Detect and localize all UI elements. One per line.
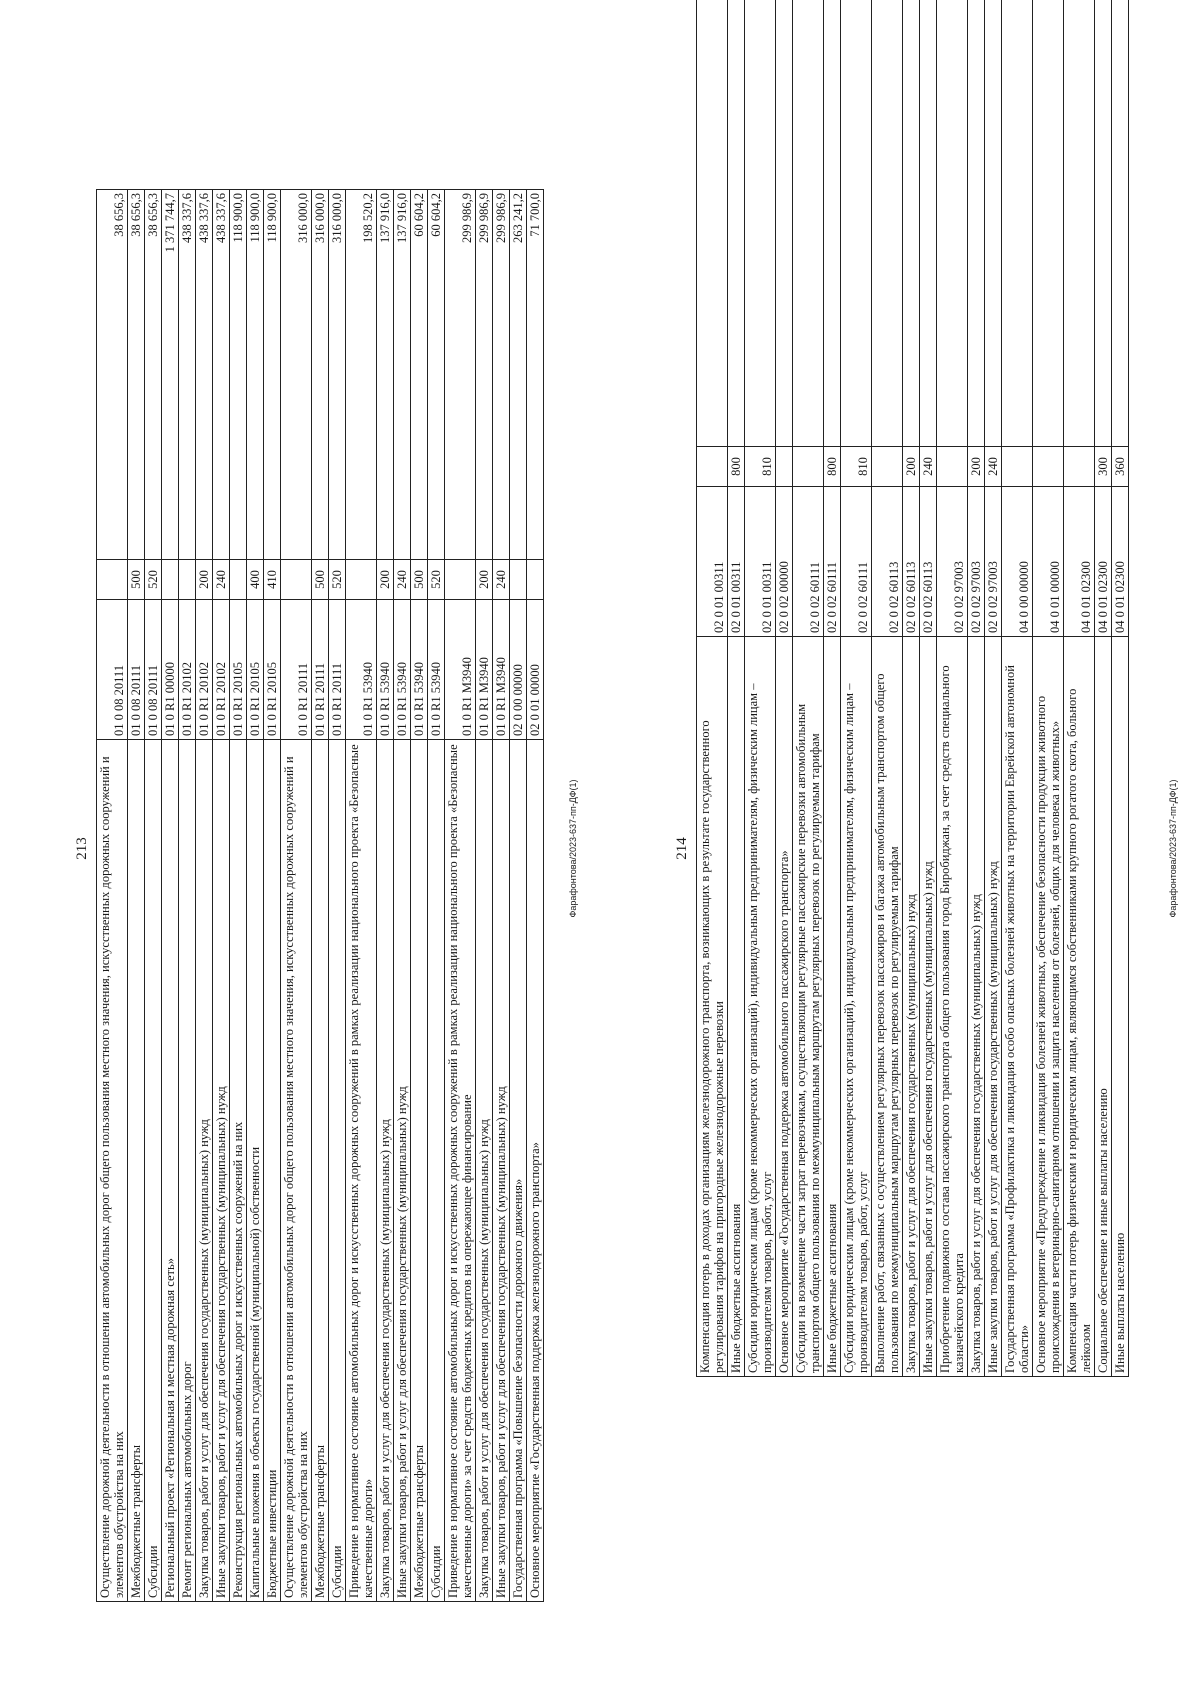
row-amount: 38 656,3 [97,190,128,560]
row-code: 02 0 01 00311 [728,487,745,637]
row-amount [728,0,745,447]
row-name: Закупка товаров, работ и услуг для обеспечения государственных (муниципальных) нужд [377,740,394,1602]
row-name: Межбюджетные трансферты [312,740,329,1602]
row-code: 01 0 R1 М3940 [445,600,476,740]
row-expense-type [776,447,793,487]
row-code: 02 0 02 97003 [968,487,985,637]
row-amount [872,0,903,447]
row-name: Приведение в нормативное состояние автомобильных дорог и искусственных дорожных сооружений в рамках реализации национального проекта «Безопасные качественные дороги» [346,740,377,1602]
row-name: Субсидии юридическим лицам (кроме некоммерческих организаций), индивидуальным предпринимателям, физическим лицам – производителям товаров, работ, услуг [745,637,776,1377]
row-name: Иные закупки товаров, работ и услуг для обеспечения государственных (муниципальных) нужд [394,740,411,1602]
row-name: Субсидии юридическим лицам (кроме некоммерческих организаций), индивидуальным предпринимателям, физическим лицам – производителям товаров, работ, услуг [841,637,872,1377]
table-row [903,0,920,1377]
table-row [346,190,377,1602]
row-amount [793,0,824,447]
row-expense-type [527,560,544,600]
row-code: 01 0 R1 20102 [179,600,196,740]
table-row [1064,0,1095,1377]
row-expense-type [937,447,968,487]
row-expense-type [346,560,377,600]
row-expense-type [1002,447,1033,487]
table-row [264,190,281,1602]
row-expense-type [97,560,128,600]
row-code: 04 0 01 00000 [1033,487,1064,637]
row-code: 01 0 08 20111 [145,600,162,740]
row-amount: 316 000,0 [312,190,329,560]
row-code: 02 0 01 00311 [697,487,728,637]
row-code: 02 0 02 60111 [824,487,841,637]
footer-code: Фарафонтова/2023-637-пп-ДФ(1) [568,779,578,918]
row-name: Компенсация части потерь физическим и юридическим лицам, являющимся собственниками крупного рогатого скота, больного лейкозом [1064,637,1095,1377]
table-row [493,190,510,1602]
row-expense-type: 500 [128,560,145,600]
row-code: 01 0 08 20111 [128,600,145,740]
row-name: Иные закупки товаров, работ и услуг для обеспечения государственных (муниципальных) нужд [493,740,510,1602]
table-row [312,190,329,1602]
row-name: Межбюджетные трансферты [128,740,145,1602]
row-name: Государственная программа «Профилактика и ликвидация особо опасных болезней животных на территории Еврейской автономной области» [1002,637,1033,1377]
row-expense-type: 200 [196,560,213,600]
table-row [179,190,196,1602]
row-code: 01 0 R1 20111 [281,600,312,740]
row-name: Субсидии [428,740,445,1602]
row-expense-type: 520 [329,560,346,600]
table-row [1002,0,1033,1377]
row-expense-type: 200 [903,447,920,487]
row-amount [776,0,793,447]
row-expense-type: 200 [476,560,493,600]
table-row [377,190,394,1602]
row-amount: 299 986,9 [476,190,493,560]
row-amount [697,0,728,447]
row-name: Капитальные вложения в объекты государственной (муниципальной) собственности [247,740,264,1602]
row-code: 01 0 R1 20105 [264,600,281,740]
row-code: 01 0 R1 20105 [230,600,247,740]
row-code: 02 0 02 97003 [985,487,1002,637]
table-row [445,190,476,1602]
row-amount: 198 520,2 [346,190,377,560]
row-code: 02 0 01 00311 [745,487,776,637]
row-expense-type: 520 [428,560,445,600]
row-name: Закупка товаров, работ и услуг для обеспечения государственных (муниципальных) нужд [968,637,985,1377]
table-row [527,190,544,1602]
row-amount: 1 371 744,7 [162,190,179,560]
row-name: Региональный проект «Региональная и местная дорожная сеть» [162,740,179,1602]
row-expense-type [281,560,312,600]
table-row [1095,0,1112,1377]
table-row [97,190,128,1602]
row-name: Приобретение подвижного состава пассажирского транспорта общего пользования город Биробиджан, за счет средств специального казначейского кредита [937,637,968,1377]
row-amount: 438 337,6 [213,190,230,560]
row-code: 02 0 02 60113 [903,487,920,637]
row-expense-type: 810 [745,447,776,487]
table-row [793,0,824,1377]
row-code: 01 0 R1 20111 [329,600,346,740]
row-expense-type [179,560,196,600]
row-amount [903,0,920,447]
row-code: 01 0 R1 20102 [196,600,213,740]
table-row [824,0,841,1377]
row-amount: 316 000,0 [329,190,346,560]
table-row [510,190,527,1602]
page-number: 214 [674,837,690,860]
row-name: Государственная программа «Повышение безопасности дорожного движения» [510,740,527,1602]
table-row [145,190,162,1602]
row-code: 04 0 01 02300 [1112,487,1129,637]
row-code: 01 0 R1 53940 [377,600,394,740]
row-amount: 438 337,6 [179,190,196,560]
row-code: 02 0 01 00000 [527,600,544,740]
row-amount: 118 900,0 [230,190,247,560]
row-expense-type: 520 [145,560,162,600]
row-amount: 263 241,2 [510,190,527,560]
row-name: Бюджетные инвестиции [264,740,281,1602]
row-code: 02 0 02 97003 [937,487,968,637]
row-name: Приведение в нормативное состояние автомобильных дорог и искусственных дорожных сооружений в рамках реализации национального проекта «Безопасные качественные дороги» за счет средств бюджетных кредитов на опережающее финансирование [445,740,476,1602]
row-expense-type: 360 [1112,447,1129,487]
row-name: Иные закупки товаров, работ и услуг для обеспечения государственных (муниципальных) нужд [920,637,937,1377]
row-expense-type: 500 [411,560,428,600]
row-code: 01 0 R1 00000 [162,600,179,740]
row-expense-type: 500 [312,560,329,600]
row-code: 01 0 R1 53940 [394,600,411,740]
row-expense-type: 800 [824,447,841,487]
row-name: Закупка товаров, работ и услуг для обеспечения государственных (муниципальных) нужд [196,740,213,1602]
row-amount [745,0,776,447]
row-name: Ремонт региональных автомобильных дорог [179,740,196,1602]
row-amount [824,0,841,447]
table-row [329,190,346,1602]
row-amount: 299 986,9 [445,190,476,560]
row-amount [1112,0,1129,447]
row-code: 02 0 02 60113 [920,487,937,637]
table-row [428,190,445,1602]
row-expense-type [793,447,824,487]
table-row [985,0,1002,1377]
row-expense-type [162,560,179,600]
row-expense-type: 300 [1095,447,1112,487]
row-expense-type: 240 [394,560,411,600]
footer-code: Фарафонтова/2023-637-пп-ДФ(1) [1168,779,1178,918]
row-expense-type: 200 [968,447,985,487]
table-row [937,0,968,1377]
row-expense-type [697,447,728,487]
row-expense-type: 400 [247,560,264,600]
row-name: Иные бюджетные ассигнования [824,637,841,1377]
table-row [128,190,145,1602]
table-row [841,0,872,1377]
table-row [776,0,793,1377]
row-expense-type [1033,447,1064,487]
row-name: Иные закупки товаров, работ и услуг для обеспечения государственных (муниципальных) нужд [985,637,1002,1377]
row-expense-type: 240 [493,560,510,600]
row-code: 01 0 R1 М3940 [493,600,510,740]
table-row [230,190,247,1602]
row-amount: 438 337,6 [196,190,213,560]
row-code: 02 0 02 60111 [841,487,872,637]
row-name: Субсидии [145,740,162,1602]
row-amount [1095,0,1112,447]
row-name: Социальное обеспечение и иные выплаты населению [1095,637,1112,1377]
row-amount: 118 900,0 [264,190,281,560]
row-amount: 118 900,0 [247,190,264,560]
row-amount: 71 700,0 [527,190,544,560]
row-name: Выполнение работ, связанных с осуществлением регулярных перевозок пассажиров и багажа автомобильным транспортом общего пользования по межмуниципальным маршрутам регулярных перевозок по регулируемым тарифам [872,637,903,1377]
row-expense-type: 410 [264,560,281,600]
row-amount: 316 000,0 [281,190,312,560]
row-code: 01 0 R1 53940 [411,600,428,740]
budget-table [696,0,1129,1377]
row-expense-type: 240 [985,447,1002,487]
row-amount: 38 656,3 [145,190,162,560]
row-amount [920,0,937,447]
row-code: 01 0 R1 53940 [346,600,377,740]
row-code: 01 0 R1 20105 [247,600,264,740]
row-code: 04 0 00 00000 [1002,487,1033,637]
table-row [728,0,745,1377]
row-name: Закупка товаров, работ и услуг для обеспечения государственных (муниципальных) нужд [903,637,920,1377]
row-name: Субсидии на возмещение части затрат перевозчикам, осуществляющим регулярные пассажирские перевозки автомобильным транспортом общего пользования по межмуниципальным маршрутам регулярных перевозок по регулируемым тарифам [793,637,824,1377]
row-expense-type: 240 [920,447,937,487]
row-expense-type [1064,447,1095,487]
table-row [281,190,312,1602]
row-amount [1002,0,1033,447]
table-row [745,0,776,1377]
page-number: 213 [74,837,90,860]
table-row [920,0,937,1377]
table-row [872,0,903,1377]
page-214 [600,0,1200,1697]
row-name: Реконструкция региональных автомобильных дорог и искусственных сооружений на них [230,740,247,1602]
row-code: 01 0 R1 20111 [312,600,329,740]
table-row [247,190,264,1602]
row-name: Осуществление дорожной деятельности в отношении автомобильных дорог общего пользования местного значения, искусственных дорожных сооружений и элементов обустройства на них [281,740,312,1602]
row-name: Компенсация потерь в доходах организациям железнодорожного транспорта, возникающих в результате государственного регулирования тарифов на пригородные железнодорожные перевозки [697,637,728,1377]
row-name: Основное мероприятие «Государственная поддержка железнодорожного транспорта» [527,740,544,1602]
budget-table [96,189,544,1602]
row-code: 01 0 R1 53940 [428,600,445,740]
row-amount [968,0,985,447]
row-name: Основное мероприятие «Предупреждение и ликвидация болезней животных, обеспечение безопасности продукции животного происхождения в ветеринарно-санитарном отношении и защита населения от болезней, общих для человека и животных» [1033,637,1064,1377]
row-amount [1064,0,1095,447]
row-code: 02 0 02 00000 [776,487,793,637]
table-row [411,190,428,1602]
table-row [162,190,179,1602]
row-code: 02 0 00 00000 [510,600,527,740]
row-expense-type: 810 [841,447,872,487]
row-amount [937,0,968,447]
table-row [476,190,493,1602]
row-name: Осуществление дорожной деятельности в отношении автомобильных дорог общего пользования местного значения, искусственных дорожных сооружений и элементов обустройства на них [97,740,128,1602]
row-amount: 38 656,3 [128,190,145,560]
row-expense-type [872,447,903,487]
row-name: Межбюджетные трансферты [411,740,428,1602]
row-expense-type: 200 [377,560,394,600]
row-amount: 299 986,9 [493,190,510,560]
table-row [394,190,411,1602]
row-code: 01 0 R1 20102 [213,600,230,740]
row-code: 01 0 R1 М3940 [476,600,493,740]
row-amount: 60 604,2 [411,190,428,560]
row-amount [985,0,1002,447]
row-name: Иные закупки товаров, работ и услуг для обеспечения государственных (муниципальных) нужд [213,740,230,1602]
row-expense-type: 240 [213,560,230,600]
table-row [1033,0,1064,1377]
table-row [968,0,985,1377]
row-expense-type [230,560,247,600]
table-row [1112,0,1129,1377]
row-code: 04 0 01 02300 [1095,487,1112,637]
row-code: 04 0 01 02300 [1064,487,1095,637]
row-name: Основное мероприятие «Государственная поддержка автомобильного пассажирского транспорта» [776,637,793,1377]
row-name: Закупка товаров, работ и услуг для обеспечения государственных (муниципальных) нужд [476,740,493,1602]
row-expense-type [445,560,476,600]
table-row [196,190,213,1602]
row-name: Субсидии [329,740,346,1602]
table-row [697,0,728,1377]
row-name: Иные бюджетные ассигнования [728,637,745,1377]
row-expense-type [510,560,527,600]
row-code: 02 0 02 60113 [872,487,903,637]
row-code: 01 0 08 20111 [97,600,128,740]
row-expense-type: 800 [728,447,745,487]
row-name: Иные выплаты населению [1112,637,1129,1377]
row-amount: 137 916,0 [377,190,394,560]
row-amount: 137 916,0 [394,190,411,560]
row-amount [841,0,872,447]
table-row [213,190,230,1602]
row-code: 02 0 02 60111 [793,487,824,637]
row-amount: 60 604,2 [428,190,445,560]
row-amount [1033,0,1064,447]
